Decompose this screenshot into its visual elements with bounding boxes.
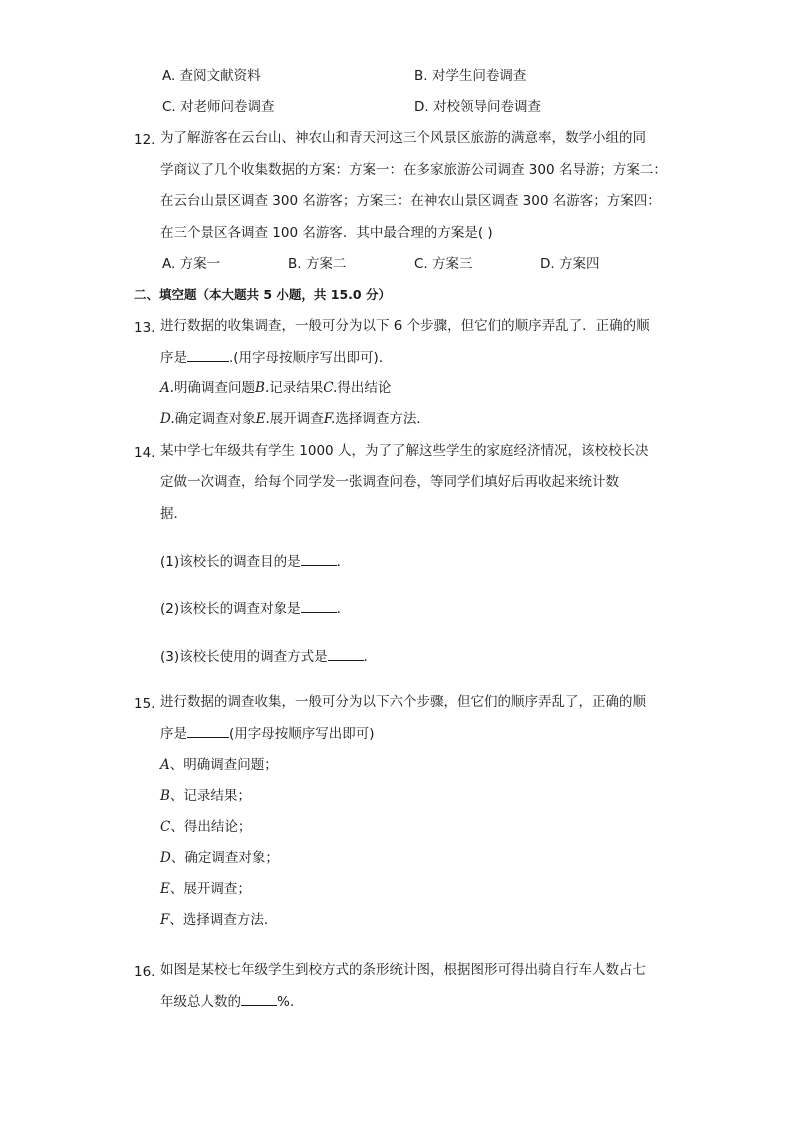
q11-option-a: A. 查阅文献资料 (162, 68, 261, 84)
q15-answer-blank[interactable] (187, 723, 229, 738)
q15-step-e: E、展开调查； (160, 881, 251, 897)
q16-number: 16. (134, 964, 156, 980)
q16-line-1: 如图是某校七年级学生到校方式的条形统计图，根据图形可得出骑自行车人数占七 (160, 962, 646, 978)
q15-step-b: B、记录结果； (160, 788, 251, 804)
q15-step-a: A、明确调查问题； (160, 757, 278, 773)
q14-blank-3[interactable] (328, 646, 364, 661)
q13-number: 13. (134, 320, 156, 336)
q15-step-c: C、得出结论； (160, 819, 252, 835)
q12-option-b: B. 方案二 (288, 256, 347, 272)
q14-line-1: 某中学七年级共有学生 1000 人，为了了解这些学生的家庭经济情况，该校校长决 (160, 443, 649, 459)
q15-step-f: F、选择调查方法． (160, 912, 278, 928)
q14-sub-2: (2)该校长的调查对象是 ． (160, 598, 350, 619)
q14-blank-2[interactable] (301, 598, 337, 613)
q12-line-2: 学商议了几个收集数据的方案：方案一：在多家旅游公司调查 300 名导游；方案二： (160, 162, 667, 178)
q15-line-2: 序是 (用字母按顺序写出即可) (160, 723, 375, 744)
q15-step-d: D、确定调查对象； (160, 850, 279, 866)
q11-option-b: B. 对学生问卷调查 (414, 68, 527, 84)
q13-steps-2: D.确定调查对象E.展开调查F.选择调查方法． (160, 411, 430, 427)
q14-number: 14. (134, 445, 156, 461)
q11-option-d: D. 对校领导问卷调查 (414, 99, 541, 115)
q12-option-d: D. 方案四 (540, 256, 600, 272)
q14-blank-1[interactable] (301, 551, 337, 566)
q13-line-1: 进行数据的收集调查，一般可分为以下 6 个步骤，但它们的顺序弄乱了．正确的顺 (160, 318, 650, 334)
q16-line-2: 年级总人数的 %. (160, 991, 294, 1012)
q12-line-1: 为了解游客在云台山、神农山和青天河这三个风景区旅游的满意率，数学小组的同 (160, 130, 646, 146)
q12-option-a: A. 方案一 (162, 256, 221, 272)
q13-steps-1: A.明确调查问题B.记录结果C.得出结论 (160, 380, 392, 396)
q12-line-4: 在三个景区各调查 100 名游客．其中最合理的方案是( ) (160, 225, 493, 241)
q16-answer-blank[interactable] (241, 991, 277, 1006)
q14-sub-1: (1)该校长的调查目的是 ． (160, 551, 350, 572)
q14-line-2: 定做一次调查，给每个同学发一张调查问卷，等同学们填好后再收起来统计数 (160, 474, 619, 490)
section-title: 二、填空题（本大题共 5 小题，共 15.0 分） (134, 287, 391, 302)
q14-line-3: 据． (160, 506, 187, 522)
q12-option-c: C. 方案三 (414, 256, 473, 272)
q14-sub-3: (3)该校长使用的调查方式是 ． (160, 646, 377, 667)
q13-line-2: 序是 .(用字母按顺序写出即可)． (160, 347, 392, 368)
q12-number: 12. (134, 132, 156, 148)
q15-number: 15. (134, 696, 156, 712)
q11-option-c: C. 对老师问卷调查 (162, 99, 275, 115)
q13-answer-blank[interactable] (187, 347, 229, 362)
q12-line-3: 在云台山景区调查 300 名游客；方案三：在神农山景区调查 300 名游客；方案四： (160, 193, 661, 209)
q15-line-1: 进行数据的调查收集，一般可分为以下六个步骤，但它们的顺序弄乱了，正确的顺 (160, 694, 646, 710)
